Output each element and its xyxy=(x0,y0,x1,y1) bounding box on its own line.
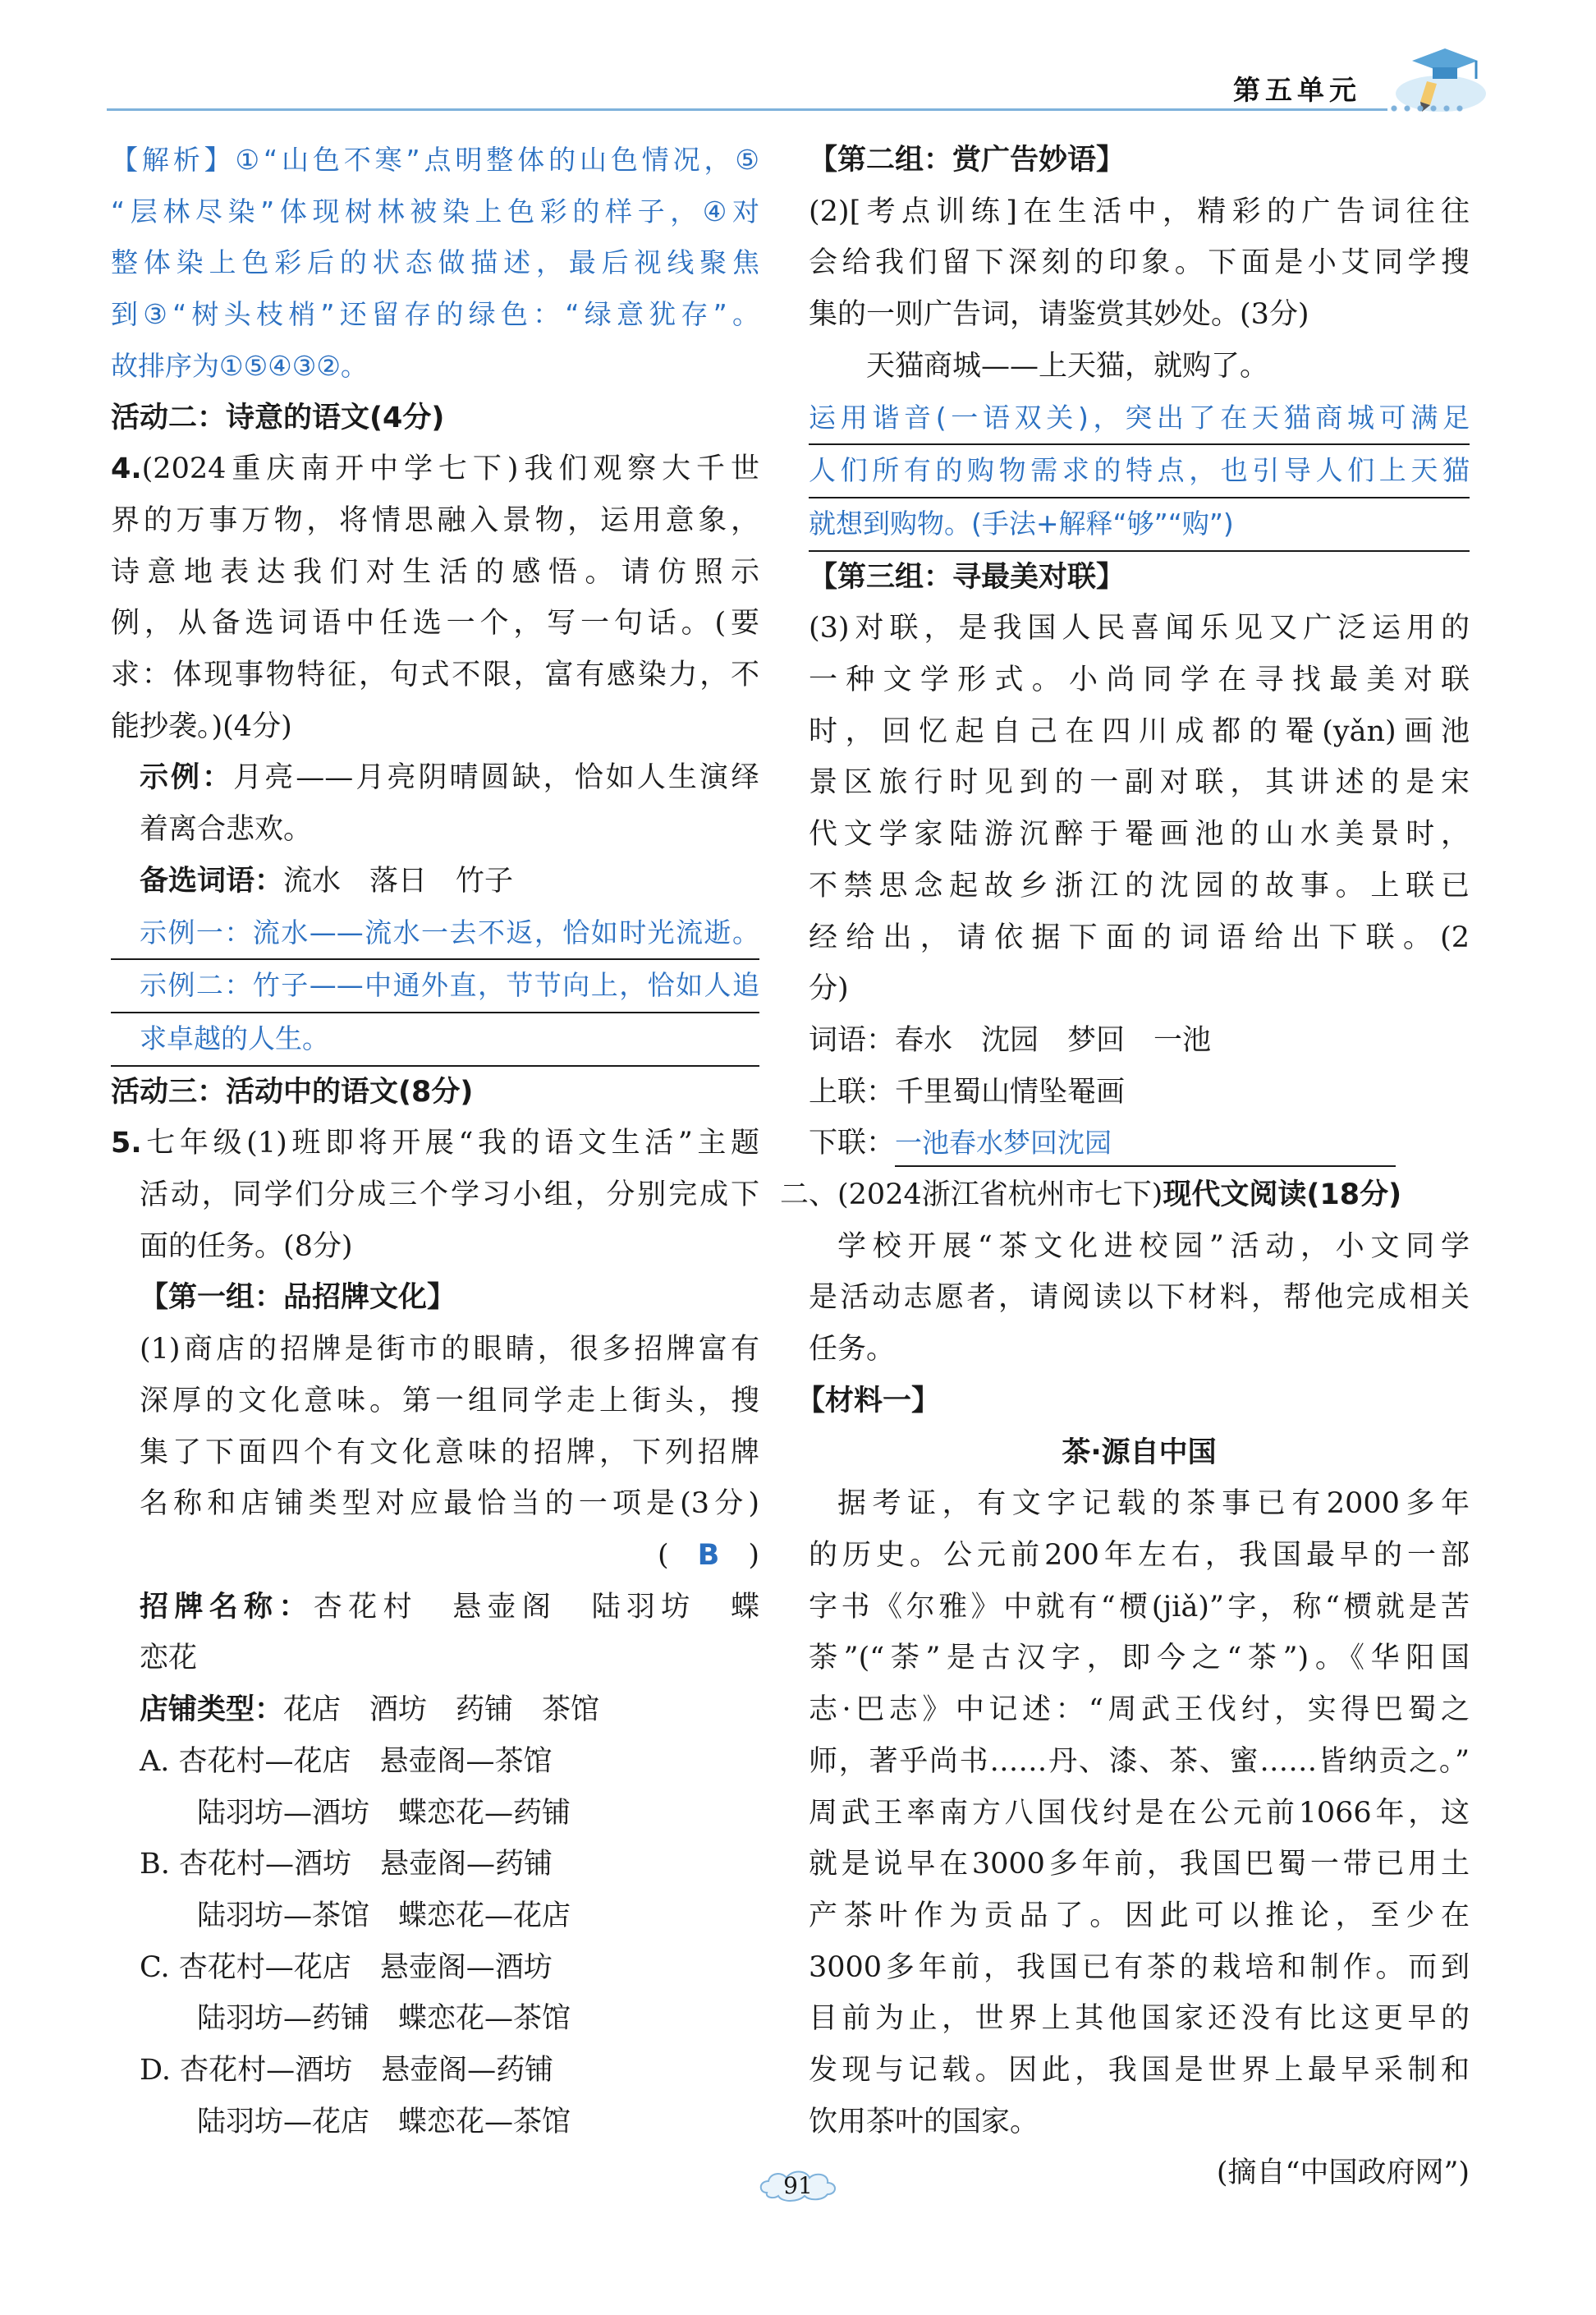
analysis-line: 【解析】①“山色不寒”点明整体的山色情况，⑤ xyxy=(111,144,759,176)
upper-label: 上联： xyxy=(809,1075,896,1109)
unit-title: 第五单元 xyxy=(1233,74,1361,106)
left-column xyxy=(111,135,759,2147)
choice-answer: B xyxy=(697,1538,720,1572)
group-3-heading: 【第三组：寻最美对联】 xyxy=(809,560,1126,594)
group-2-answer: 就想到购物。(手法+解释“够”“购”) xyxy=(809,498,1470,552)
group-1-line: (1)商店的招牌是街市的眼睛，很多招牌富有 xyxy=(140,1333,759,1366)
shop-types-line: 店铺类型：花店 酒坊 药铺 茶馆 xyxy=(140,1693,600,1727)
q5-line: 面的任务。(8分) xyxy=(140,1229,353,1263)
lower-label: 下联： xyxy=(809,1127,896,1160)
choice-a: A. 杏花村—花店 悬壶阁—茶馆 xyxy=(140,1744,553,1778)
words-label: 词语： xyxy=(809,1023,896,1057)
q5-line: 活动，同学们分成三个学习小组，分别完成下 xyxy=(140,1178,759,1212)
page-number: 91 xyxy=(757,2168,839,2204)
q4-line: 界的万事万物，将情思融入景物，运用意象， xyxy=(111,503,759,537)
intro-line: 任务。 xyxy=(809,1333,896,1366)
q4-line: 求：体现事物特征，句式不限，富有感染力，不 xyxy=(111,659,759,692)
answer-line: 求卓越的人生。 xyxy=(111,1013,759,1067)
article-line: 荼”(“荼”是古汉字，即今之“茶”)。《华阳国 xyxy=(809,1642,1470,1675)
article-line: 就是说早在3000多年前，我国巴蜀一带已用土 xyxy=(809,1848,1470,1881)
article-line: 据考证，有文字记载的茶事已有2000多年 xyxy=(837,1487,1470,1521)
source-citation: (摘自“中国政府网”) xyxy=(1216,2157,1470,2190)
group-2-line: (2)[考点训练]在生活中，精彩的广告词往往 xyxy=(809,195,1470,228)
article-line: 目前为止，世界上其他国家还没有比这更早的 xyxy=(809,2002,1470,2036)
analysis-line: 到③“树头枝梢”还留存的绿色：“绿意犹存”。 xyxy=(111,298,759,331)
group-2-answer: 人们所有的购物需求的特点，也引导人们上天猫 xyxy=(809,445,1470,498)
choice-c-cont: 陆羽坊—药铺 蝶恋花—茶馆 xyxy=(197,2002,571,2036)
answer-line: 示例二：竹子——中通外直，节节向上，恰如人追 xyxy=(111,960,759,1013)
choice-a-cont: 陆羽坊—酒坊 蝶恋花—药铺 xyxy=(197,1796,571,1830)
example-label: 示例： xyxy=(140,761,234,795)
group-2-heading: 【第二组：赏广告妙语】 xyxy=(809,144,1126,177)
material-1-label: 【材料一】 xyxy=(796,1384,941,1417)
article-line: 的历史。公元前200年左右，我国最早的一部 xyxy=(809,1538,1470,1572)
q4-line: 4.(2024重庆南开中学七下)我们观察大千世 xyxy=(111,452,759,486)
shop-label: 店铺类型： xyxy=(140,1693,284,1727)
article-line: 饮用茶叶的国家。 xyxy=(809,2105,1039,2138)
article-title: 茶·源自中国 xyxy=(1062,1435,1217,1469)
group-3-line: 经给出，请依据下面的词语给出下联。(2 xyxy=(809,921,1470,954)
group-1-line: 集了下面四个有文化意味的招牌，下列招牌 xyxy=(140,1435,759,1469)
group-1-line: 深厚的文化意味。第一组同学走上街头，搜 xyxy=(140,1384,759,1417)
article-line: 产茶叶作为贡品了。因此可以推论，至少在 xyxy=(809,1899,1470,1932)
article-line: 字书《尔雅》中就有“槚(jiǎ)”字，称“槚就是苦 xyxy=(809,1590,1470,1624)
article-line: 发现与记载。因此，我国是世界上最早采制和 xyxy=(809,2054,1470,2088)
choice-c: C. 杏花村—花店 悬壶阁—酒坊 xyxy=(140,1950,553,1984)
article-line: 师，著乎尚书……丹、漆、茶、蜜……皆纳贡之。” xyxy=(809,1744,1470,1778)
lower-couplet xyxy=(809,1118,1470,1169)
intro-line: 是活动志愿者，请阅读以下材料，帮他完成相关 xyxy=(809,1281,1470,1315)
header-dots xyxy=(1387,103,1470,113)
sign-names-line: 招牌名称：杏花村 悬壶阁 陆羽坊 蝶 xyxy=(140,1590,759,1624)
lower-answer: 一池春水梦回沈园 xyxy=(895,1121,1396,1167)
analysis-line: 整体染上色彩后的状态做描述，最后视线聚焦 xyxy=(111,246,759,279)
activity-3-heading: 活动三：活动中的语文(8分) xyxy=(111,1075,474,1109)
header-divider xyxy=(107,108,1387,111)
article-line: 3000多年前，我国已有茶的栽培和制作。而到 xyxy=(809,1950,1470,1984)
q5-line: 5.七年级(1)班即将开展“我的语文生活”主题 xyxy=(111,1127,759,1160)
group-2-answer: 运用谐音(一语双关)，突出了在天猫商城可满足 xyxy=(809,393,1470,446)
group-3-line: 不禁思念起故乡浙江的沈园的故事。上联已 xyxy=(809,869,1470,903)
sign-names-line: 恋花 xyxy=(140,1642,198,1675)
upper-couplet: 上联：千里蜀山情坠罨画 xyxy=(809,1075,1126,1109)
article-line: 志·巴志》中记述：“周武王伐纣，实得巴蜀之 xyxy=(809,1693,1470,1727)
q4-line: 诗意地表达我们对生活的感悟。请仿照示 xyxy=(111,555,759,589)
group-3-line: 景区旅行时见到的一副对联，其讲述的是宋 xyxy=(809,766,1470,800)
choice-d-cont: 陆羽坊—花店 蝶恋花—茶馆 xyxy=(197,2105,571,2138)
q4-line: 能抄袭。)(4分) xyxy=(111,710,292,743)
answer-line: 示例一：流水——流水一去不返，恰如时光流逝。 xyxy=(111,907,759,961)
options-line: 备选词语：流水 落日 竹子 xyxy=(140,864,514,898)
choice-b: B. 杏花村—酒坊 悬壶阁—药铺 xyxy=(140,1848,553,1881)
group-2-line: 会给我们留下深刻的印象。下面是小艾同学搜 xyxy=(809,246,1470,280)
group-3-line: (3)对联，是我国人民喜闻乐见又广泛运用的 xyxy=(809,612,1470,645)
sign-label: 招牌名称： xyxy=(140,1590,314,1624)
section-2-heading: 二、(2024浙江省杭州市七下)现代文阅读(18分) xyxy=(780,1178,1402,1212)
group-2-line: 集的一则广告词，请鉴赏其妙处。(3分) xyxy=(809,298,1309,332)
intro-line: 学校开展“茶文化进校园”活动，小文同学 xyxy=(837,1229,1470,1263)
example-line: 着离合悲欢。 xyxy=(140,813,313,847)
analysis-line: “层林尽染”体现树林被染上色彩的样子，④对 xyxy=(111,195,759,227)
group-3-line: 一种文学形式。小尚同学在寻找最美对联 xyxy=(809,664,1470,697)
group-3-line: 分) xyxy=(809,972,849,1006)
options-label: 备选词语： xyxy=(140,864,284,898)
q4-line: 例，从备选词语中任选一个，写一句话。(要 xyxy=(111,607,759,641)
words-line: 词语：春水 沈园 梦回 一池 xyxy=(809,1023,1212,1057)
group-3-line: 时，回忆起自己在四川成都的罨(yǎn)画池 xyxy=(809,714,1470,748)
choice-b-cont: 陆羽坊—茶馆 蝶恋花—花店 xyxy=(197,1899,571,1932)
group-1-line: 名称和店铺类型对应最恰当的一项是(3分) xyxy=(140,1487,759,1521)
answer-bracket: ( B ) xyxy=(657,1538,759,1572)
article-line: 周武王率南方八国伐纣是在公元前1066年，这 xyxy=(809,1796,1470,1830)
analysis-line: 故排序为①⑤④③②。 xyxy=(111,349,368,382)
ad-slogan: 天猫商城——上天猫，就购了。 xyxy=(866,349,1269,383)
group-3-line: 代文学家陆游沉醉于罨画池的山水美景时， xyxy=(809,818,1470,852)
q4-number: 4. xyxy=(111,452,142,486)
activity-2-heading: 活动二：诗意的语文(4分) xyxy=(111,401,445,434)
group-1-heading: 【第一组：品招牌文化】 xyxy=(140,1281,456,1315)
choice-d: D. 杏花村—酒坊 悬壶阁—药铺 xyxy=(140,2054,554,2088)
q5-number: 5. xyxy=(111,1127,142,1160)
example-line: 示例：月亮——月亮阴晴圆缺，恰如人生演绎 xyxy=(140,761,759,795)
